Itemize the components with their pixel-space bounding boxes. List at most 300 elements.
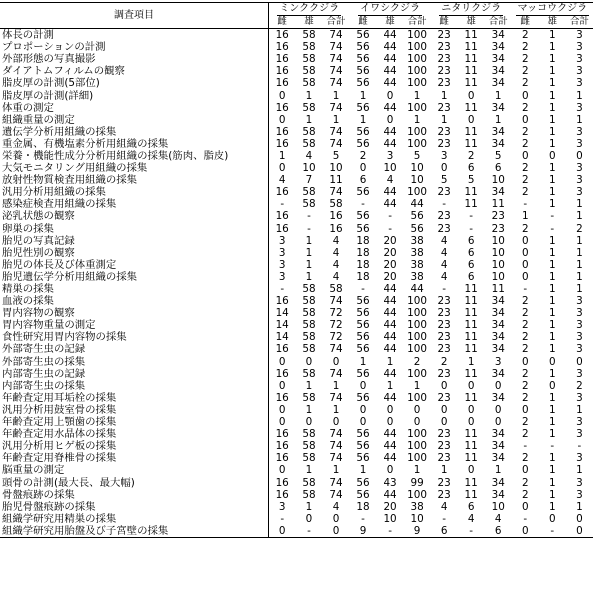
count-cell: 14 [275, 319, 289, 332]
count-cell: 58 [329, 283, 343, 296]
count-cell: 100 [407, 307, 428, 320]
count-cell: 18 [356, 234, 370, 247]
count-cell: 16 [275, 65, 289, 78]
count-cell: 1 [548, 246, 556, 259]
table-row [0, 416, 593, 428]
count-cell: - [523, 198, 528, 211]
count-cell: 1 [548, 416, 556, 429]
count-cell: 2 [521, 137, 529, 150]
count-cell: 72 [329, 307, 343, 320]
count-cell: 4 [440, 500, 448, 513]
count-cell: - [280, 283, 285, 296]
count-cell: 23 [437, 343, 451, 356]
count-cell: 6 [485, 525, 512, 538]
count-cell: 4 [440, 246, 448, 259]
count-cell: 58 [302, 452, 316, 465]
count-cell: 44 [383, 41, 397, 54]
sub-header-male: 雄 [539, 16, 566, 29]
count-cell: 0 [548, 149, 556, 162]
count-cell: 10 [491, 174, 505, 187]
count-cell: 44 [383, 65, 397, 78]
count-cell: 1 [576, 89, 583, 102]
count-cell: 3 [278, 270, 286, 283]
count-cell: 100 [407, 65, 428, 78]
count-cell: 1 [548, 186, 556, 199]
count-cell: 16 [275, 29, 289, 42]
count-cell: 58 [302, 77, 316, 90]
count-cell: 1 [548, 162, 556, 175]
survey-item-label: 栄養・機能性成分分析用組織の採集(筋肉、脂皮) [0, 150, 268, 162]
count-cell: 74 [329, 452, 343, 465]
count-cell: 2 [521, 476, 529, 489]
survey-item-label: 外部寄生虫の記録 [0, 343, 268, 355]
count-cell: 0 [440, 379, 448, 392]
count-cell: 4 [278, 174, 286, 187]
count-cell: 56 [356, 428, 370, 441]
count-cell: 0 [521, 149, 529, 162]
count-cell: 3 [576, 331, 583, 344]
count-cell: 11 [464, 53, 478, 66]
table-row [0, 307, 593, 319]
count-cell: 0 [440, 162, 448, 175]
count-cell: 11 [464, 137, 478, 150]
count-cell: - [523, 283, 528, 296]
count-cell: 0 [521, 234, 529, 247]
count-cell: 1 [521, 210, 529, 223]
count-cell: 10 [491, 500, 505, 513]
count-cell: 34 [491, 367, 505, 380]
count-cell: 0 [576, 512, 583, 525]
count-cell: 9 [404, 525, 431, 538]
count-cell: 1 [413, 464, 421, 477]
count-cell: 56 [356, 210, 370, 223]
table-row [0, 440, 593, 452]
count-cell: - [539, 525, 566, 538]
count-cell: 16 [275, 186, 289, 199]
count-cell: 44 [383, 29, 397, 42]
count-cell: 6 [467, 500, 475, 513]
sub-header-total: 合計 [322, 16, 349, 29]
count-cell: 34 [491, 77, 505, 90]
count-cell: 1 [440, 89, 448, 102]
count-cell: 23 [437, 125, 451, 138]
count-cell: 0 [512, 525, 539, 538]
count-cell: 100 [407, 319, 428, 332]
table-row [0, 235, 593, 247]
survey-item-label: 内部寄生虫の採集 [0, 380, 268, 392]
count-cell: 3 [576, 367, 583, 380]
count-cell: 0 [494, 416, 502, 429]
count-cell: - [307, 222, 311, 235]
count-cell: 1 [332, 113, 340, 126]
count-cell: 56 [356, 101, 370, 114]
survey-item-label: 脂皮厚の計測(5部位) [0, 77, 268, 89]
count-cell: 0 [440, 403, 448, 416]
count-cell: 44 [383, 283, 397, 296]
count-cell: 1 [548, 89, 556, 102]
table-row [0, 126, 593, 138]
table-row [0, 198, 593, 210]
count-cell: 34 [491, 391, 505, 404]
count-cell: 16 [275, 440, 289, 453]
count-cell: 5 [467, 174, 475, 187]
count-cell: 100 [407, 101, 428, 114]
survey-item-label: 胎児性別の観察 [0, 247, 268, 259]
count-cell: 3 [576, 416, 583, 429]
count-cell: 1 [548, 500, 556, 513]
count-cell: 10 [491, 270, 505, 283]
count-cell: 0 [322, 525, 349, 538]
count-cell: 1 [548, 452, 556, 465]
count-cell: 58 [302, 125, 316, 138]
count-cell: 3 [278, 234, 286, 247]
count-cell: 1 [576, 283, 583, 296]
count-cell: 3 [576, 101, 583, 114]
count-cell: 58 [302, 440, 316, 453]
count-cell: 56 [356, 137, 370, 150]
count-cell: 0 [467, 89, 475, 102]
table-row [0, 501, 593, 513]
table-row [0, 259, 593, 271]
table-row [0, 150, 593, 162]
count-cell: 44 [383, 295, 397, 308]
survey-item-label: 胎児骨盤痕跡の採集 [0, 501, 268, 513]
count-cell: 58 [302, 391, 316, 404]
count-cell: 2 [521, 29, 529, 42]
sub-header-male: 雄 [377, 16, 404, 29]
count-cell: 2 [521, 295, 529, 308]
count-cell: 100 [407, 343, 428, 356]
count-cell: 11 [464, 428, 478, 441]
count-cell: 2 [521, 125, 529, 138]
survey-item-label: プロポーションの計測 [0, 41, 268, 53]
count-cell: 1 [548, 258, 556, 271]
count-cell: 74 [329, 41, 343, 54]
count-cell: - [307, 210, 311, 223]
count-cell: - [442, 283, 447, 296]
count-cell: 74 [329, 53, 343, 66]
count-cell: 2 [440, 355, 448, 368]
count-cell: 20 [383, 246, 397, 259]
count-cell: 10 [491, 258, 505, 271]
count-cell: 3 [278, 258, 286, 271]
count-cell: 1 [548, 391, 556, 404]
species-header-minke [268, 3, 349, 17]
count-cell: 23 [437, 307, 451, 320]
count-cell: 11 [464, 452, 478, 465]
count-cell: 0 [332, 355, 340, 368]
count-cell: 0 [467, 379, 475, 392]
count-cell: 34 [491, 186, 505, 199]
table-row [0, 489, 593, 501]
count-cell: 1 [359, 464, 367, 477]
count-cell: 2 [521, 391, 529, 404]
count-cell: 4 [440, 234, 448, 247]
survey-items-table [0, 2, 593, 538]
count-cell: 23 [437, 476, 451, 489]
count-cell: 0 [494, 403, 502, 416]
count-cell: 58 [302, 476, 316, 489]
count-cell: 56 [356, 77, 370, 90]
count-cell: 4 [494, 512, 502, 525]
count-cell: 56 [356, 488, 370, 501]
header-row-species [0, 3, 593, 17]
count-cell: 1 [576, 258, 583, 271]
count-cell: 100 [407, 186, 428, 199]
table-row [0, 452, 593, 464]
count-cell: 1 [548, 464, 556, 477]
count-cell: 2 [521, 77, 529, 90]
count-cell: 56 [356, 65, 370, 78]
count-cell: 58 [302, 367, 316, 380]
count-cell: 58 [302, 41, 316, 54]
count-cell: 11 [464, 125, 478, 138]
count-cell: 1 [576, 246, 583, 259]
survey-item-label: 精巣の採集 [0, 283, 268, 295]
count-cell: 10 [410, 162, 424, 175]
count-cell: 1 [332, 403, 340, 416]
count-cell: 1 [548, 488, 556, 501]
count-cell: 58 [302, 295, 316, 308]
count-cell: 23 [437, 452, 451, 465]
count-cell: - [550, 440, 555, 453]
count-cell: 58 [302, 101, 316, 114]
count-cell: 3 [576, 428, 583, 441]
count-cell: 20 [383, 270, 397, 283]
count-cell: 10 [383, 512, 397, 525]
count-cell: 11 [464, 186, 478, 199]
count-cell: 100 [407, 440, 428, 453]
count-cell: 0 [278, 379, 286, 392]
table-row [0, 77, 593, 89]
survey-item-label: 脂皮厚の計測(詳細) [0, 89, 268, 101]
count-cell: 1 [576, 113, 583, 126]
table-row [0, 114, 593, 126]
count-cell: 16 [275, 391, 289, 404]
table-row [0, 464, 593, 476]
count-cell: 56 [356, 452, 370, 465]
count-cell: 11 [464, 198, 478, 211]
table-row [0, 428, 593, 440]
survey-item-label: 胎児の写真記録 [0, 235, 268, 247]
count-cell: 2 [359, 149, 367, 162]
count-cell: 2 [521, 379, 529, 392]
count-cell: 58 [302, 319, 316, 332]
count-cell: 1 [548, 234, 556, 247]
sub-header-male: 雄 [295, 16, 322, 29]
count-cell: 16 [275, 77, 289, 90]
table-row [0, 271, 593, 283]
count-cell: 0 [576, 149, 583, 162]
count-cell: 6 [467, 162, 475, 175]
count-cell: 74 [329, 65, 343, 78]
count-cell: 16 [275, 210, 289, 223]
table-row [0, 210, 593, 222]
count-cell: 1 [305, 379, 313, 392]
count-cell: 5 [440, 174, 448, 187]
count-cell: 1 [386, 379, 394, 392]
count-cell: 16 [275, 137, 289, 150]
count-cell: 3 [576, 53, 583, 66]
count-cell: 58 [329, 198, 343, 211]
sub-header-total: 合計 [404, 16, 431, 29]
survey-item-label: 汎用分析用組織の採集 [0, 186, 268, 198]
count-cell: 72 [329, 319, 343, 332]
count-cell: 2 [521, 307, 529, 320]
count-cell: 18 [356, 258, 370, 271]
count-cell: 23 [437, 440, 451, 453]
survey-item-label: 卵巣の採集 [0, 223, 268, 235]
count-cell: 34 [491, 319, 505, 332]
count-cell: 4 [332, 258, 340, 271]
table-row [0, 513, 593, 525]
count-cell: 5 [332, 149, 340, 162]
count-cell: 74 [329, 367, 343, 380]
count-cell: 2 [521, 452, 529, 465]
count-cell: 18 [356, 270, 370, 283]
count-cell: 0 [386, 416, 394, 429]
count-cell: 23 [437, 29, 451, 42]
count-cell: 0 [278, 89, 286, 102]
count-cell: 0 [305, 512, 313, 525]
count-cell: 2 [521, 186, 529, 199]
count-cell: 34 [491, 125, 505, 138]
count-cell: 43 [383, 476, 397, 489]
count-cell: 11 [491, 198, 505, 211]
count-cell: 100 [407, 367, 428, 380]
table-row [0, 476, 593, 488]
survey-item-label: 胃内容物の観察 [0, 307, 268, 319]
count-cell: 0 [548, 512, 556, 525]
count-cell: 58 [302, 65, 316, 78]
count-cell: - [388, 222, 392, 235]
count-cell: 1 [332, 89, 340, 102]
count-cell: 3 [576, 319, 583, 332]
count-cell: - [442, 512, 447, 525]
count-cell: 16 [275, 53, 289, 66]
count-cell: 100 [407, 331, 428, 344]
count-cell: 11 [464, 41, 478, 54]
count-cell: 11 [464, 440, 478, 453]
count-cell: 56 [356, 41, 370, 54]
count-cell: 56 [356, 476, 370, 489]
count-cell: 58 [302, 186, 316, 199]
count-cell: 6 [467, 270, 475, 283]
survey-item-label: 大気モニタリング用組織の採集 [0, 162, 268, 174]
count-cell: 1 [413, 379, 421, 392]
count-cell: 38 [410, 258, 424, 271]
count-cell: 16 [275, 476, 289, 489]
count-cell: 20 [383, 258, 397, 271]
count-cell: 3 [386, 149, 394, 162]
count-cell: 1 [576, 270, 583, 283]
table-row [0, 186, 593, 198]
count-cell: 10 [329, 162, 343, 175]
count-cell: 38 [410, 234, 424, 247]
count-cell: 6 [467, 258, 475, 271]
count-cell: 3 [576, 162, 583, 175]
count-cell: 1 [413, 89, 421, 102]
count-cell: 10 [410, 174, 424, 187]
count-cell: 3 [576, 41, 583, 54]
count-cell: - [469, 222, 474, 235]
count-cell: 0 [278, 162, 286, 175]
count-cell: 0 [278, 464, 286, 477]
survey-item-label: 汎用分析用ヒゲ板の採集 [0, 440, 268, 452]
count-cell: 74 [329, 343, 343, 356]
count-cell: 23 [491, 222, 505, 235]
count-cell: 58 [302, 307, 316, 320]
count-cell: 11 [464, 77, 478, 90]
count-cell: 0 [521, 258, 529, 271]
count-cell: 0 [440, 416, 448, 429]
survey-item-label: 外部形態の写真撮影 [0, 53, 268, 65]
count-cell: 1 [548, 53, 556, 66]
count-cell: 34 [491, 29, 505, 42]
count-cell: 18 [356, 500, 370, 513]
count-cell: 0 [521, 464, 529, 477]
count-cell: 0 [413, 403, 421, 416]
count-cell: 44 [410, 198, 424, 211]
count-cell: 4 [467, 512, 475, 525]
count-cell: 56 [410, 210, 424, 223]
survey-item-label: 組織重量の測定 [0, 114, 268, 126]
count-cell: 1 [548, 319, 556, 332]
table-row [0, 53, 593, 65]
count-cell: 10 [491, 246, 505, 259]
count-cell: 0 [566, 525, 593, 538]
count-cell: 2 [521, 416, 529, 429]
count-cell: 3 [576, 307, 583, 320]
species-label: マッコウクジラ [517, 3, 588, 14]
count-cell: 1 [305, 258, 313, 271]
count-cell: 3 [576, 488, 583, 501]
count-cell: 44 [383, 428, 397, 441]
count-cell: 11 [464, 331, 478, 344]
count-cell: 1 [548, 198, 556, 211]
count-cell: 11 [464, 488, 478, 501]
count-cell: 2 [521, 367, 529, 380]
count-cell: 0 [268, 525, 295, 538]
count-cell: 56 [356, 367, 370, 380]
count-cell: 34 [491, 428, 505, 441]
count-cell: 1 [548, 331, 556, 344]
count-cell: 20 [383, 234, 397, 247]
count-cell: 74 [329, 77, 343, 90]
table-row [0, 525, 593, 538]
count-cell: 1 [548, 174, 556, 187]
count-cell: 44 [383, 198, 397, 211]
count-cell: 56 [356, 29, 370, 42]
count-cell: - [469, 210, 474, 223]
count-cell: 1 [576, 403, 583, 416]
count-cell: 2 [521, 222, 529, 235]
count-cell: 23 [437, 331, 451, 344]
count-cell: 3 [278, 500, 286, 513]
count-cell: 1 [440, 464, 448, 477]
count-cell: 23 [437, 428, 451, 441]
count-cell: 1 [305, 270, 313, 283]
count-cell: - [280, 198, 285, 211]
count-cell: 3 [576, 343, 583, 356]
count-cell: 4 [440, 270, 448, 283]
sub-header-female: 雌 [268, 16, 295, 29]
table-row [0, 89, 593, 101]
table-row [0, 392, 593, 404]
survey-item-label: 組織学研究用精巣の採集 [0, 513, 268, 525]
count-cell: 99 [410, 476, 424, 489]
count-cell: 16 [275, 488, 289, 501]
